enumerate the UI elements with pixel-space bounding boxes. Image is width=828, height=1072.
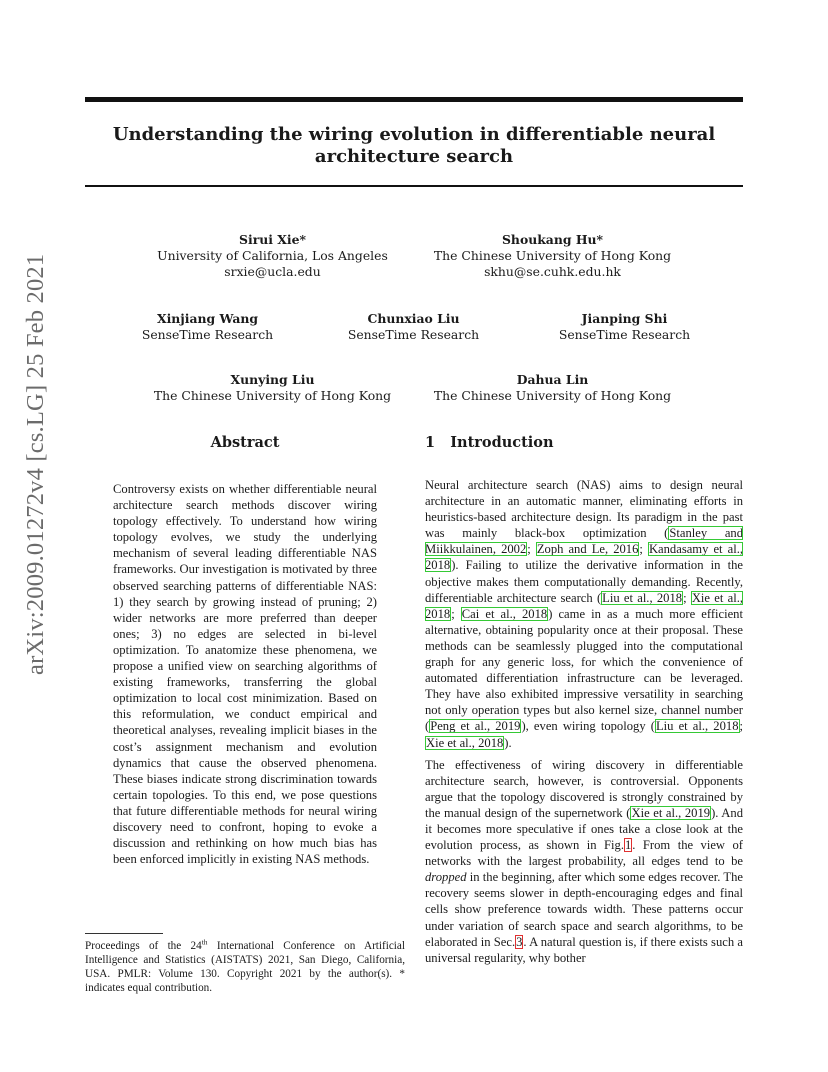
author-name: Jianping Shi [581,311,668,326]
title-top-rule [85,97,743,102]
author-name: Chunxiao Liu [367,311,460,326]
citation-link[interactable]: Xie et al., 2019 [631,805,711,820]
abstract-text [113,481,377,873]
footnote [85,939,405,995]
text-run: ), even wiring topology ( [521,719,655,734]
citation-link[interactable]: Peng et al., 2019 [430,719,521,734]
text-run: ). And it becomes more speculative if ones take a close look at the evolution process, as shown in Fig. [425,805,743,853]
introduction-text [425,477,743,972]
intro-paragraph-2 [425,757,743,966]
citation-link[interactable]: Zoph and Le, 2016 [536,542,639,557]
author-affiliation: The Chinese University of Hong Kong [433,248,672,263]
author-affiliation: University of California, Los Angeles [157,248,388,263]
emphasis-text: dropped [425,870,467,885]
abstract-paragraph: Controversy exists on whether differentiable neural architecture search methods discover wiring topology effectively. To understand how wiring topology evolves, we study the underlying mechanism of several leading differentiable NAS frameworks. Our investigation is motivated by three observed searching patterns of differentiable NAS: 1) they search by growing instead of pruning; 2) wider networks are more preferred than deeper ones; 3) no edges are selected in bi-level optimization. To anatomize these phenomena, we propose a unified view on searching algorithms of existing frameworks, transferring the global optimization to local cost minimization. Based on this reformulation, we conduct empirical and theoretical analyses, revealing implicit biases in the cost’s assignment mechanism and evolution dynamics that cause the observed phenomena. These biases indicate strong discrimination towards certain topologies. To this end, we pose questions that future differentiable methods for neural wiring discovery need to confront, hoping to evoke a discussion and rethinking on how much bias has been enforced implicitly in existing NAS methods. [113,482,377,867]
text-run: The effectiveness of wiring discovery in differentiable architecture search, however, is controversial. Opponents argue that the topology discovered is strongly constrained by the manual design of the supernetwork ( [425,757,743,820]
text-run: ; [451,606,461,621]
text-run: . From the view of networks with the largest probability, all edges tend to be [425,838,743,869]
text-run: ; [683,590,691,605]
author-affiliation: SenseTime Research [558,327,691,342]
citation-link[interactable]: Xie et al., 2018 [425,590,743,621]
section-ref-link[interactable]: 3 [516,934,523,949]
author-block [430,232,675,280]
footnote-superscript: th [201,937,208,947]
author-name: Sirui Xie* [239,232,306,247]
author-block [150,232,395,280]
title-line-1: Understanding the wiring evolution in differentiable neural [112,124,716,145]
text-run: Neural architecture search (NAS) aims to design neural architecture in an automatic manner, eliminating efforts in heuristics-based architecture design. Its paradigm in the past was mainly black-box optimization ( [425,478,743,541]
author-block [150,372,395,404]
abstract-heading: Abstract [210,434,280,451]
citation-link[interactable]: Stanley and Miikkulainen, 2002 [425,526,744,557]
author-name: Shoukang Hu* [501,232,604,247]
author-affiliation: SenseTime Research [141,327,274,342]
section-number: 1 [425,434,436,451]
text-run: ; [739,719,743,734]
text-run: . A natural question is, if there exists such a universal regularity, why bother [425,934,743,965]
citation-link[interactable]: Liu et al., 2018 [655,719,739,734]
footnote-text-1: Proceedings of the 24 [85,940,202,952]
author-name: Dahua Lin [516,372,589,387]
author-name: Xunying Liu [230,372,315,387]
citation-link[interactable]: Cai et al., 2018 [461,606,548,621]
author-block [120,311,295,343]
author-block [430,372,675,404]
footnote-text-2: International Conference on Artificial Intelligence and Statistics (AISTATS) 2021, San Diego, California, USA. PMLR: Volume 130. Copyright 2021 by the author(s). * indicates equal contribution. [85,940,405,994]
author-email: skhu@se.cuhk.edu.hk [484,264,621,279]
section-title: Introduction [450,434,554,451]
text-run: ) came in as a much more efficient alternative, obtaining popularity once at their proposal. These methods can be seamlessly plugged into the computational graph for any generic loss, for which the convenience of automated differentiation infrastructure can be leveraged. They have also exhibited impressive versatility in searching not only operation types but also kernel size, channel number ( [425,606,743,734]
arxiv-stamp: arXiv:2009.01272v4 [cs.LG] 25 Feb 2021 [22,253,49,675]
title-bottom-rule [85,185,743,187]
figure-ref-link[interactable]: 1 [625,838,632,853]
author-name: Xinjiang Wang [156,311,259,326]
text-run: ). Failing to utilize the derivative information in the objective makes them computationally demanding. Recently, differentiable architecture search ( [425,558,743,605]
text-run: ; [527,542,536,557]
author-email: srxie@ucla.edu [224,264,321,279]
introduction-heading [425,434,554,451]
author-affiliation: The Chinese University of Hong Kong [433,388,672,403]
author-affiliation: The Chinese University of Hong Kong [153,388,392,403]
text-run: ). [504,735,512,750]
footnote-rule [85,933,163,934]
author-affiliation: SenseTime Research [347,327,480,342]
paper-title [85,124,743,168]
citation-link[interactable]: Kandasamy et al., 2018 [425,542,743,573]
author-block [326,311,501,343]
citation-link[interactable]: Xie et al., 2018 [426,735,504,750]
text-run: in the beginning, after which some edges recover. The recovery seems slower in depth-encouraging edges and final cells show preference towards width. These patterns occur under variation of search space and search algorithms, to be elaborated in Sec. [425,870,743,949]
intro-paragraph-1 [425,477,743,751]
text-run: ; [639,542,648,557]
author-block [537,311,712,343]
title-line-2: architecture search [314,146,514,167]
citation-link[interactable]: Liu et al., 2018 [602,590,683,605]
